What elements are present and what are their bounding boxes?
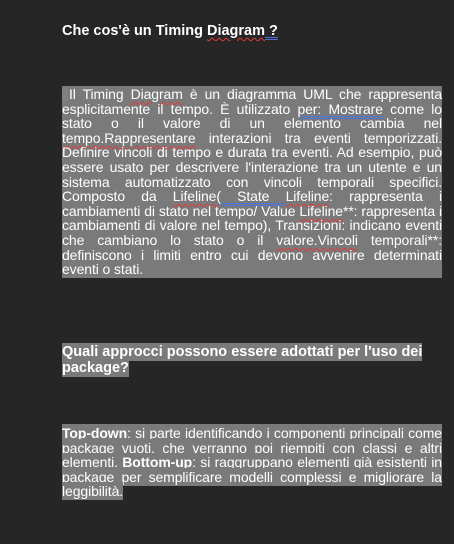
p1-text-1: Il Timing — [69, 86, 131, 102]
p1-misspelled-diagram[interactable]: Diagram — [130, 86, 183, 102]
p1-misspelled-rappresentare[interactable]: tempo.Rappresentare — [62, 129, 196, 146]
heading1-misspelled-word[interactable]: Diagram — [206, 23, 266, 39]
heading1-text: Che cos'è un Timing — [62, 23, 207, 39]
p1-grammar-state[interactable]: State — [237, 188, 270, 205]
p1-text-5: : rappresenta i cambiamenti di stato nel tempo/ Value — [62, 188, 442, 219]
selection-caret — [62, 88, 68, 101]
p1-grammar-per-mostrare[interactable]: per: Mostrare — [297, 100, 383, 117]
p1-text-3: come lo stato o il valore di un elemento cambia nel — [62, 100, 442, 132]
heading1-grammar-mark[interactable]: ? — [269, 23, 278, 39]
p2-text-1: : si parte identificando i componenti principali come package vuoti, che verranno poi riempiti con classi e altri elementi. — [62, 425, 442, 471]
p2-text-2: : si raggruppano elementi già esistenti in package per semplificare modelli complessi e migliorare la leggibilità. — [62, 454, 442, 500]
heading2-text: Quali approcci possono essere adottati per l'uso dei package? — [62, 344, 423, 376]
p1-misspelled-lifeline-1[interactable]: Lifeline( — [172, 188, 221, 205]
p1-misspelled-lifeline-3[interactable]: Lifeline — [299, 202, 343, 219]
p1-text-2: è un diagramma UML che rappresenta esplicitamente il tempo. È utilizzato — [62, 86, 443, 117]
p1-text-6: **: rappresenta i cambiamenti di valore nel tempo), Transizioni: indicano eventi che cambiano lo stato o il — [62, 202, 442, 248]
paragraph-package-approaches[interactable] — [62, 426, 442, 499]
p1-text-7: temporali**: definiscono i limiti entro cui devono avvenire determinati eventi o stati. — [62, 231, 442, 278]
p2-bold-top-down: Top-down — [62, 425, 128, 441]
p2-highlighted-text — [62, 425, 442, 499]
p1-misspelled-lifeline-2[interactable]: Lifeline — [285, 188, 330, 205]
heading-package-approaches[interactable] — [62, 345, 442, 376]
p1-text-4: interazioni tra eventi temporizzati. Definire vincoli di tempo e durata tra eventi. Ad esempio, può essere usato per descrivere l'interazione tra un utente e un sistema automatizzato con vincoli temporali specifici. Composto da — [62, 129, 442, 205]
paragraph-timing-diagram[interactable] — [62, 87, 442, 277]
p1-grammar-space-2[interactable] — [269, 188, 285, 204]
p1-grammar-space-1[interactable] — [221, 188, 237, 204]
heading-timing-diagram[interactable] — [62, 22, 278, 40]
p1-misspelled-vincoli[interactable]: valore.Vincoli — [276, 231, 358, 248]
p2-bold-bottom-up: Bottom-up — [122, 454, 193, 471]
